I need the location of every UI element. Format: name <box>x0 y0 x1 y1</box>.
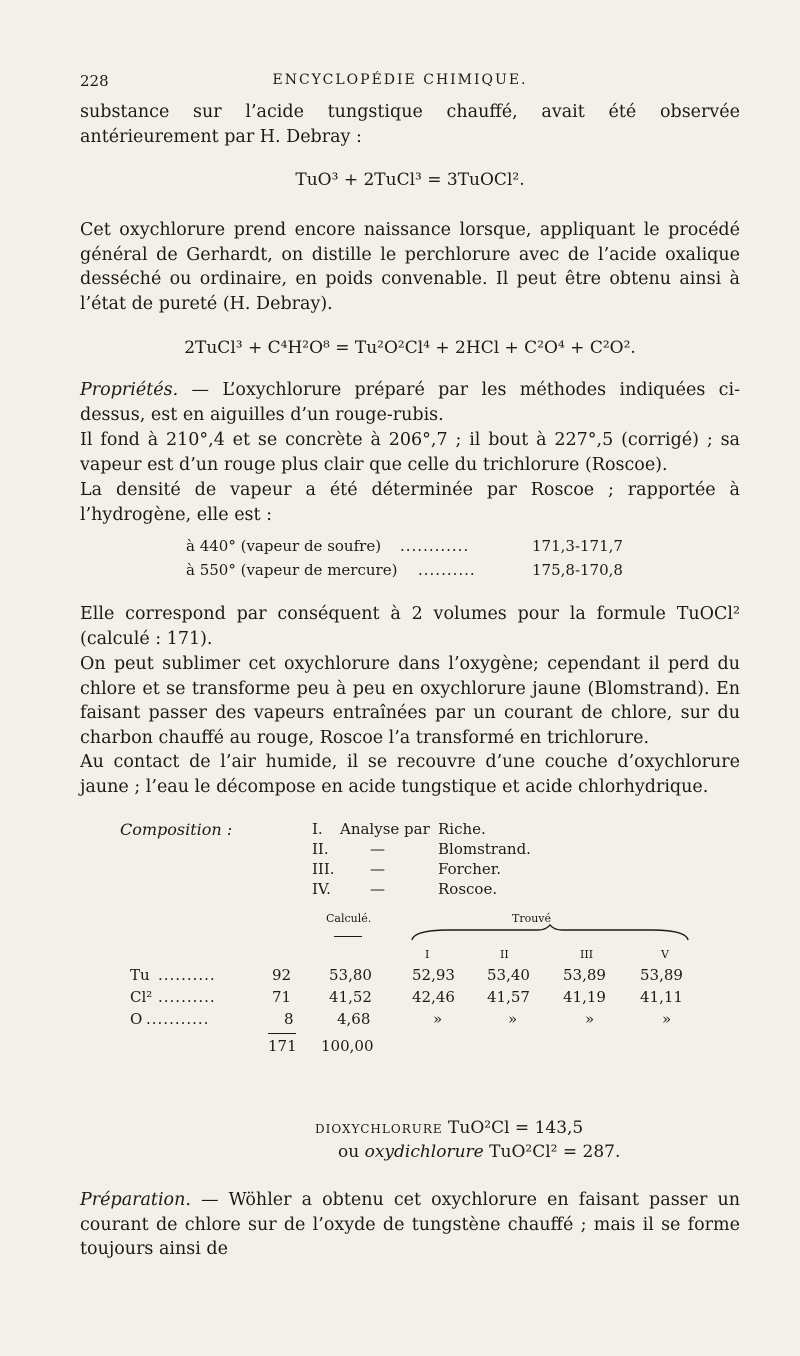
row-dots: .......... <box>158 966 216 984</box>
calcule-rule <box>334 936 362 937</box>
formula-2: 2TuCl³ + C⁴H²O⁸ = Tu²O²Cl⁴ + 2HCl + C²O⁴ + C²O². <box>184 338 636 358</box>
found-value-3: » <box>585 1010 595 1028</box>
total-calculated: 100,00 <box>321 1037 374 1055</box>
preparation-heading: Préparation. <box>80 1190 191 1210</box>
analysis-num-3: III. <box>312 860 335 878</box>
composition-heading: Composition : <box>120 820 233 839</box>
element-symbol: Tu <box>130 966 150 984</box>
element-symbol: O <box>130 1010 143 1028</box>
density-dots-1: ............ <box>400 537 470 555</box>
calculated-value: 53,80 <box>329 966 372 984</box>
paragraph-density: La densité de vapeur a été déterminée par Roscoe ; rapportée à l’hydrogène, elle est : <box>80 480 740 525</box>
found-value-1: 42,46 <box>412 988 455 1006</box>
found-value-2: 53,40 <box>487 966 530 984</box>
analysis-name-4: Roscoe. <box>438 880 498 898</box>
atomic-weight: 71 <box>272 988 292 1006</box>
paragraph-gerhardt: Cet oxychlorure prend encore naissance lorsque, appliquant le procédé général de Gerhardt, on distille le perchlorure avec de l’acide oxalique desséché ou ordinaire, en poids convenable. Il peut être obtenu ainsi à l’état de pureté (H. Debray). <box>80 220 740 314</box>
properties-heading: Propriétés. <box>80 380 179 400</box>
weight-total-rule <box>268 1033 296 1034</box>
preparation-text: — Wöhler a obtenu cet oxychlorure en faisant passer un courant de chlore sur de l’oxyde de tungstène chauffé ; mais il se forme toujours ainsi de <box>80 1190 740 1259</box>
calculated-value: 4,68 <box>337 1010 371 1028</box>
section-title-formula: TuO²Cl = 143,5 <box>448 1118 584 1138</box>
properties-text: — L’oxychlorure préparé par les méthodes indiquées ci-dessus, est en aiguilles d’un rouge-rubis. <box>80 380 740 425</box>
paragraph-preparation <box>80 1188 740 1262</box>
found-value-2: » <box>508 1010 518 1028</box>
total-weight: 171 <box>268 1037 297 1055</box>
table-row <box>0 1010 800 1034</box>
analysis-name-3: Forcher. <box>438 860 502 878</box>
column-label-3: III <box>580 948 594 961</box>
analysis-num-1: I. <box>312 820 323 838</box>
analysis-num-2: II. <box>312 840 329 858</box>
density-value-2: 175,8-170,8 <box>532 561 623 579</box>
paragraph-sublimation: On peut sublimer cet oxychlorure dans l’oxygène; cependant il perd du chlore et se transforme peu à peu en oxychlorure jaune (Blomstrand). En faisant passer des vapeurs entraînées par un courant de chlore, sur du charbon chauffé au rouge, Roscoe l’a transformé en trichlorure. <box>80 654 740 748</box>
atomic-weight: 8 <box>284 1010 294 1028</box>
analysis-name-1: Riche. <box>438 820 486 838</box>
column-label-4: V <box>661 948 669 961</box>
found-value-4: » <box>662 1010 672 1028</box>
found-value-2: 41,57 <box>487 988 530 1006</box>
density-value-1: 171,3-171,7 <box>532 537 623 555</box>
section-title-label: DIOXYCHLORURE <box>315 1122 443 1136</box>
found-value-4: 53,89 <box>640 966 683 984</box>
section-title-formula-2: TuO²Cl² = 287. <box>489 1142 621 1162</box>
section-title-line1 <box>315 1118 583 1138</box>
paragraph-melting: Il fond à 210°,4 et se concrète à 206°,7 ; il bout à 227°,5 (corrigé) ; sa vapeur est d’un rouge plus clair que celle du trichlorure (Roscoe). <box>80 430 740 475</box>
trouve-brace <box>410 924 690 942</box>
page-number: 228 <box>80 72 109 90</box>
table-row <box>0 966 800 990</box>
row-dots: .......... <box>158 988 216 1006</box>
density-dots-2: .......... <box>418 561 476 579</box>
table-header-calcule: Calculé. <box>326 912 372 925</box>
analysis-sep-4: — <box>370 880 385 898</box>
analysis-name-2: Blomstrand. <box>438 840 531 858</box>
density-label-2: à 550° (vapeur de mercure) <box>186 561 398 579</box>
element-symbol: Cl² <box>130 988 153 1006</box>
analysis-sep-3: — <box>370 860 385 878</box>
paragraph-properties <box>80 378 740 427</box>
calculated-value: 41,52 <box>329 988 372 1006</box>
density-label-1: à 440° (vapeur de soufre) <box>186 537 382 555</box>
found-value-4: 41,11 <box>640 988 683 1006</box>
row-dots: ........... <box>146 1010 210 1028</box>
analysis-num-4: IV. <box>312 880 331 898</box>
section-title-name: oxydichlorure <box>364 1142 484 1162</box>
atomic-weight: 92 <box>272 966 292 984</box>
found-value-3: 53,89 <box>563 966 606 984</box>
found-value-3: 41,19 <box>563 988 606 1006</box>
analysis-sep-1: Analyse par <box>340 820 430 838</box>
formula-1: TuO³ + 2TuCl³ = 3TuOCl². <box>295 170 525 190</box>
table-header-trouve: Trouvé <box>512 912 552 925</box>
column-label-2: II <box>500 948 509 961</box>
paragraph-intro: substance sur l’acide tungstique chauffé, avait été observée antérieurement par H. Debray : <box>80 102 740 147</box>
paragraph-volumes: Elle correspond par conséquent à 2 volumes pour la formule TuOCl² (calculé : 171). <box>80 604 740 649</box>
paragraph-humid-air: Au contact de l’air humide, il se recouvre d’une couche d’oxychlorure jaune ; l’eau le décompose en acide tungstique et acide chlorhydrique. <box>80 752 740 797</box>
section-title-prefix: ou <box>338 1142 360 1162</box>
found-value-1: » <box>433 1010 443 1028</box>
found-value-1: 52,93 <box>412 966 455 984</box>
analysis-sep-2: — <box>370 840 385 858</box>
table-row <box>0 988 800 1012</box>
column-label-1: I <box>425 948 430 961</box>
section-title-line2 <box>338 1142 620 1162</box>
running-title: ENCYCLOPÉDIE CHIMIQUE. <box>272 72 528 88</box>
